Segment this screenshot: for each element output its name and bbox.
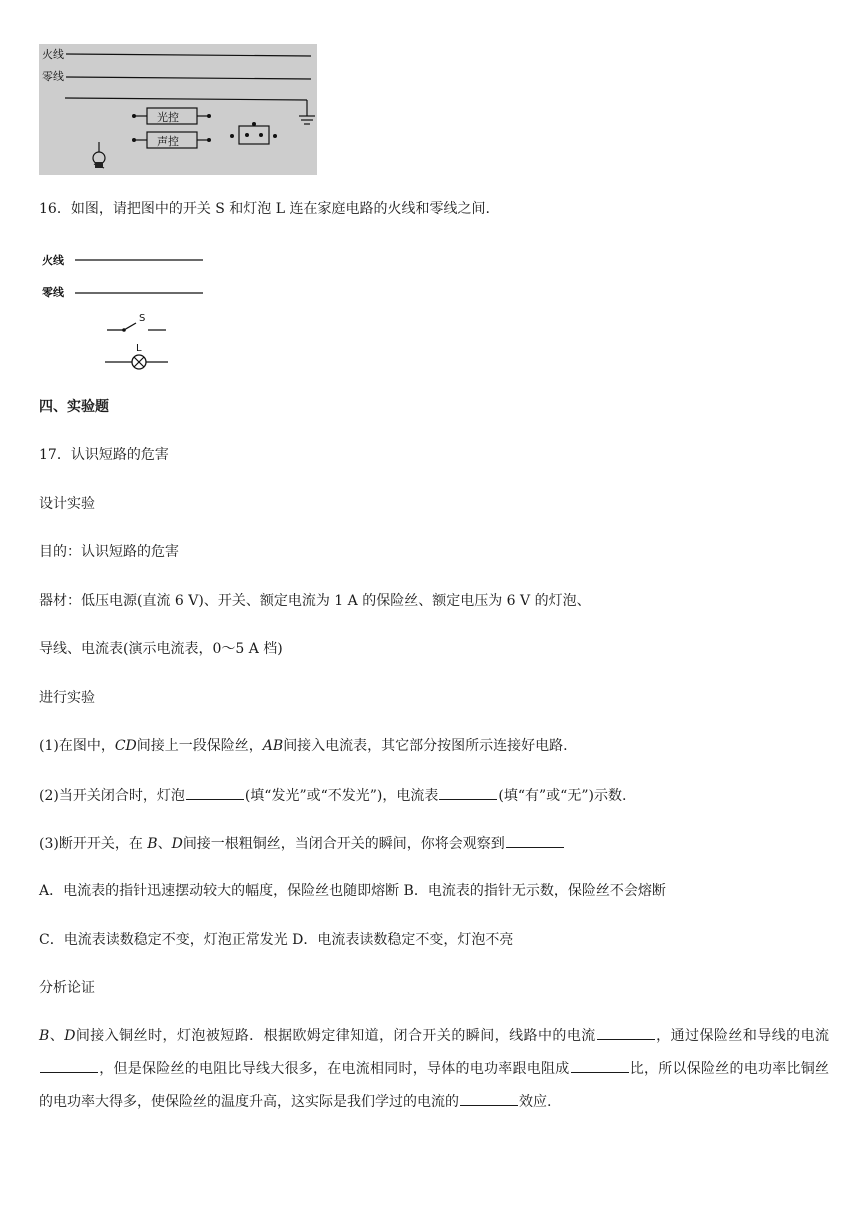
step-1-part-c: 间接入电流表，其它部分按图所示连接好电路. <box>283 738 568 754</box>
q16-circuit-drawing <box>39 250 219 375</box>
step-1-part-a: (1)在图中， <box>39 738 115 754</box>
analysis-part-5: 效应. <box>519 1094 552 1110</box>
step-1 <box>39 736 568 756</box>
conduct-heading: 进行实验 <box>39 690 95 706</box>
analysis-terminal-b: B <box>39 1028 50 1044</box>
step-2-part-a: (2)当开关闭合时，灯泡 <box>39 788 185 804</box>
design-heading: 设计实验 <box>39 496 95 512</box>
analysis-part-3: ，但是保险丝的电阻比导线大很多，在电流相同时，导体的电功率跟电阻成 <box>99 1061 570 1077</box>
answer-blank-bulb[interactable] <box>186 785 244 800</box>
circuit-photo-figure <box>39 44 317 175</box>
neutral-wire-label: 零线 <box>42 70 64 83</box>
live-wire-label: 火线 <box>42 48 64 61</box>
analysis-part-4: 比，所以保险丝的电功率比铜丝的电功率大得多，使保险丝的温度升高，这实际是我们学过的电流的 <box>39 1061 829 1110</box>
circuit-photo-drawing <box>39 44 317 175</box>
light-control-label: 光控 <box>157 111 179 124</box>
question-16-text: 16．如图，请把图中的开关 S 和灯泡 L 连在家庭电路的火线和零线之间. <box>39 201 490 217</box>
q16-figure <box>39 250 219 375</box>
step-3-separator: 、 <box>157 836 172 852</box>
analysis-paragraph <box>39 1020 829 1119</box>
answer-blank-ammeter[interactable] <box>439 785 497 800</box>
analysis-separator: 、 <box>49 1028 65 1044</box>
answer-blank-current[interactable] <box>597 1025 655 1040</box>
options-a-b: A．电流表的指针迅速摆动较大的幅度，保险丝也随即熔断 B．电流表的指针无示数，保险丝不会熔断 <box>39 883 666 899</box>
equipment-line-1: 器材：低压电源(直流 6 V)、开关、额定电流为 1 A 的保险丝、额定电压为 6 V 的灯泡、 <box>39 593 591 609</box>
step-3-part-e: 间接一根粗铜丝，当闭合开关的瞬间，你将会观察到 <box>182 836 505 852</box>
step-2-part-b: (填“发光”或“不发光”)，电流表 <box>244 788 439 804</box>
switch-s-label: S <box>139 313 146 324</box>
q16-neutral-label: 零线 <box>42 286 64 299</box>
step-2 <box>39 785 626 806</box>
analysis-terminal-d: D <box>64 1028 76 1044</box>
step-1-part-b: 间接上一段保险丝， <box>136 738 263 754</box>
section-title: 四、实验题 <box>39 399 109 415</box>
analysis-part-1: 间接入铜丝时，灯泡被短路．根据欧姆定律知道，闭合开关的瞬间，线路中的电流 <box>75 1028 596 1044</box>
step-2-part-c: (填“有”或“无”)示数. <box>498 788 627 804</box>
answer-blank-effect[interactable] <box>460 1091 518 1106</box>
terminal-cd: CD <box>114 738 137 754</box>
purpose-text: 目的：认识短路的危害 <box>39 544 179 560</box>
step-3-part-a: (3)断开开关，在 <box>39 836 148 852</box>
terminal-ab: AB <box>262 738 284 754</box>
terminal-d: D <box>171 836 183 852</box>
step-3 <box>39 833 565 854</box>
answer-blank-proportion[interactable] <box>571 1058 629 1073</box>
sound-control-label: 声控 <box>157 135 179 148</box>
question-17-title: 17．认识短路的危害 <box>39 447 169 463</box>
analysis-part-2: ，通过保险丝和导线的电流 <box>655 1028 830 1044</box>
analysis-heading: 分析论证 <box>39 980 95 996</box>
equipment-line-2: 导线、电流表(演示电流表，0～5 A 档) <box>39 641 283 657</box>
terminal-b: B <box>147 836 158 852</box>
options-c-d: C．电流表读数稳定不变，灯泡正常发光 D．电流表读数稳定不变，灯泡不亮 <box>39 932 514 948</box>
answer-blank-current-compare[interactable] <box>40 1058 98 1073</box>
answer-blank-observation[interactable] <box>506 833 564 848</box>
q16-live-label: 火线 <box>42 254 64 267</box>
bulb-l-label: L <box>136 343 142 354</box>
